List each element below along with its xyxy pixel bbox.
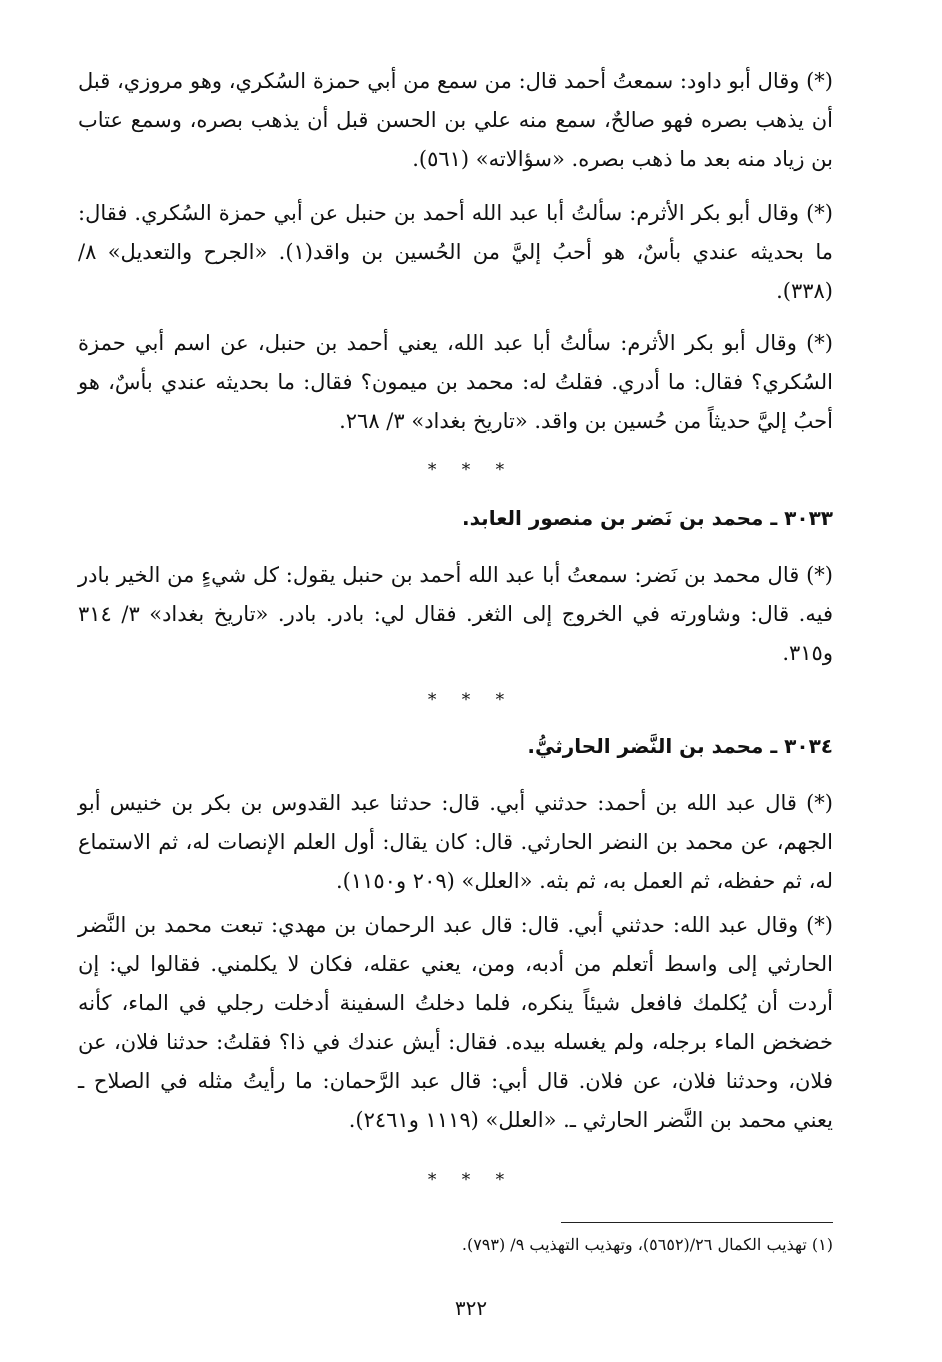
entry-paragraph: (*) وقال أبو بكر الأثرم: سألتُ أبا عبد الله أحمد بن حنبل عن أبي حمزة السُكري. فقال: ما بحديثه عندي بأسٌ، هو أحبُ إليَّ من الحُسين بن واقد(١). «الجرح والتعديل» ٨/ (٣٣٨). bbox=[78, 201, 833, 303]
section-heading: ٣٠٣٤ ـ محمد بن النَّضر الحارثيُّ. bbox=[527, 734, 833, 758]
entry-paragraph: (*) وقال عبد الله: حدثني أبي. قال: قال عبد الرحمان بن مهدي: تبعت محمد بن النَّضر الحارثي إلى واسط أتعلم من أدبه، ومن، يعني عقله، فكان لا يكلمني. فقالوا لي: إن أردت أن يُكلمك فافعل شيئاً ينكره، فلما دخلتُ السفينة أدخلت رجلي في الماء، كأنه خضخض الماء برجله، ولم يغسله بيده. فقال: أيش عندك في ذا؟ فقلتُ: حدثنا فلان، عن فلان، وحدثنا فلان، عن فلان. قال أبي: قال عبد الرَّحمان: ما رأيتُ مثله في الصلاح ـ يعني محمد بن النَّضر الحارثي ـ. «العلل» (١١١٩ و٢٤٦١). bbox=[78, 913, 833, 1132]
section-separator: * * * bbox=[427, 1170, 515, 1190]
footnote-divider bbox=[561, 1222, 833, 1223]
section-separator: * * * bbox=[427, 690, 515, 710]
footnote: (١) تهذيب الكمال ٢٦/(٥٦٥٢)، وتهذيب التهذيب ٩/ (٧٩٣). bbox=[461, 1235, 833, 1254]
page-number: ٣٢٢ bbox=[454, 1296, 488, 1320]
entry-paragraph: (*) وقال أبو داود: سمعتُ أحمد قال: من سمع من أبي حمزة السُكري، وهو مروزي، قبل أن يذهب بصره فهو صالحٌ، سمع منه علي بن الحسن قبل أن يذهب بصره، وسمع عتاب بن زياد منه بعد ما ذهب بصره. «سؤالاته» (٥٦١). bbox=[78, 69, 833, 171]
section-heading: ٣٠٣٣ ـ محمد بن نَضر بن منصور العابد. bbox=[462, 506, 833, 530]
section-separator: * * * bbox=[427, 460, 515, 480]
entry-paragraph: (*) قال محمد بن نَضر: سمعتُ أبا عبد الله أحمد بن حنبل يقول: كل شيءٍ من الخير بادر فيه. قال: وشاورته في الخروج إلى الثغر. فقال لي: بادر. بادر. «تاريخ بغداد» ٣/ ٣١٤ و٣١٥. bbox=[78, 563, 833, 665]
entry-paragraph: (*) قال عبد الله بن أحمد: حدثني أبي. قال: حدثنا عبد القدوس بن بكر بن خنيس أبو الجهم، عن محمد بن النضر الحارثي. قال: كان يقال: أول العلم الإنصات له، ثم الاستماع له، ثم حفظه، ثم العمل به، ثم بثه. «العلل» (٢٠٩ و١١٥٠). bbox=[78, 791, 833, 893]
entry-paragraph: (*) وقال أبو بكر الأثرم: سألتُ أبا عبد الله، يعني أحمد بن حنبل، عن اسم أبي حمزة السُكري؟ فقال: ما أدري. فقلتُ له: محمد بن ميمون؟ فقال: ما بحديثه عندي بأسٌ، هو أحبُ إليَّ حديثاً من حُسين بن واقد. «تاريخ بغداد» ٣/ ٢٦٨. bbox=[78, 331, 833, 433]
